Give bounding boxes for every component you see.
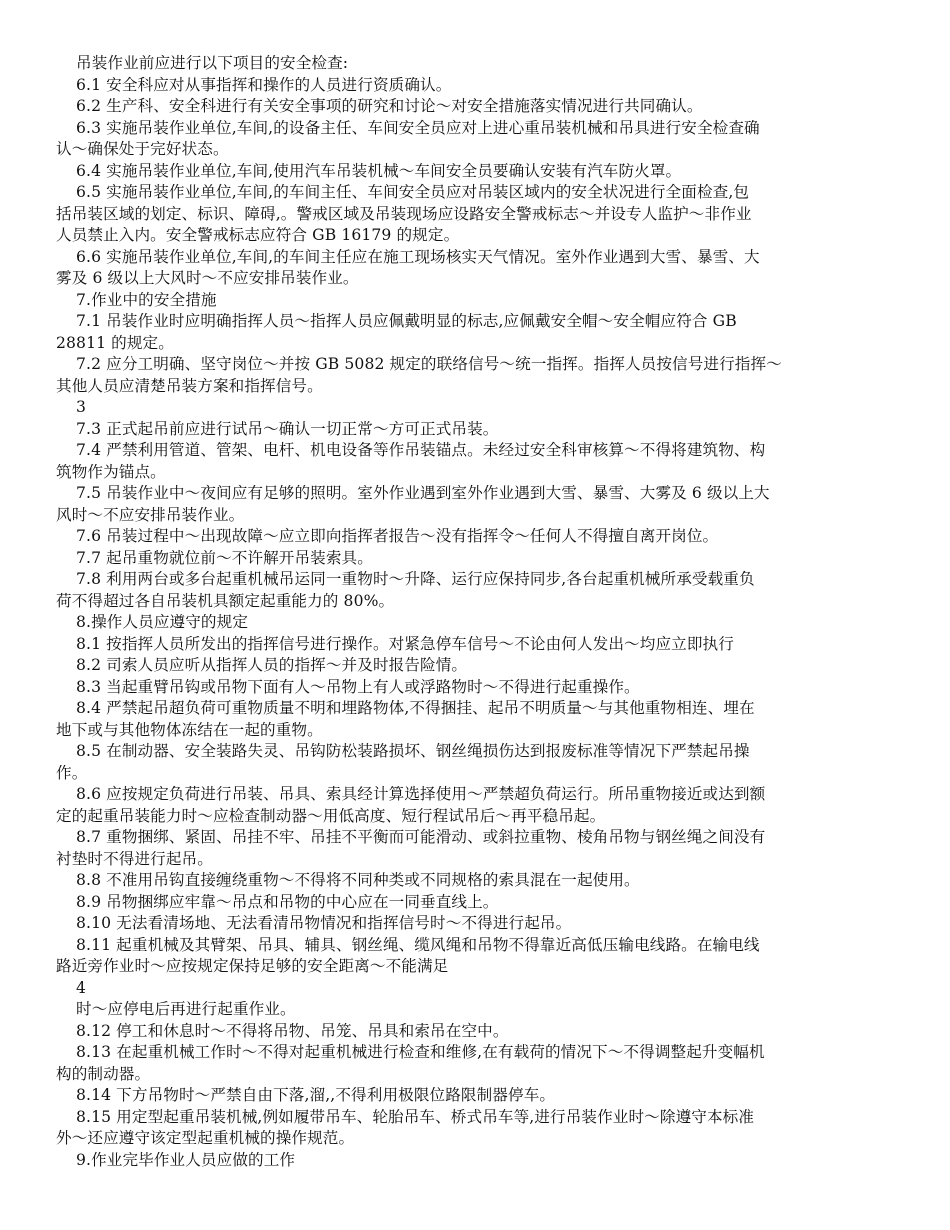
text-line: 8.14 下方吊物时～严禁自由下落,溜,,不得利用极限位路限制器停车。 bbox=[76, 1086, 556, 1104]
text-line: 8.9 吊物捆绑应牢靠～吊点和吊物的中心应在一同垂直线上。 bbox=[76, 892, 499, 911]
text-line: 定的起重吊装能力时～应检查制动器～用低高度、短行程试吊后～再平稳吊起。 bbox=[56, 806, 606, 825]
text-line: 8.10 无法看清场地、无法看清吊物情况和指挥信号时～不得进行起吊。 bbox=[76, 914, 572, 932]
text-line: 认～确保处于完好状态。 bbox=[56, 140, 229, 158]
text-line: 人员禁止入内。安全警戒标志应符合 GB 16179 的规定。 bbox=[56, 226, 460, 244]
text-line: 4 bbox=[76, 978, 87, 997]
text-line: 8.3 当起重臂吊钩或吊物下面有人～吊物上有人或浮路物时～不得进行起重操作。 bbox=[76, 677, 640, 696]
text-line: 8.11 起重机械及其臂架、吊具、辅具、钢丝绳、缆风绳和吊物不得靠近高低压输电线路。在输电线 bbox=[76, 935, 760, 954]
text-line: 风时～不应安排吊装作业。 bbox=[56, 505, 245, 524]
text-line: 构的制动器。 bbox=[56, 1064, 151, 1083]
text-line: 8.7 重物捆绑、紧固、吊挂不牢、吊挂不平衡而可能滑动、或斜拉重物、棱角吊物与钢丝绳之间没有 bbox=[76, 828, 766, 846]
text-line: 7.8 利用两台或多台起重机械吊运同一重物时～升降、运行应保持同步,各台起重机械所承受载重负 bbox=[76, 570, 755, 588]
text-line: 7.4 严禁利用管道、管架、电杆、机电设备等作吊装锚点。未经过安全科审核算～不得将建筑物、构 bbox=[76, 441, 766, 459]
text-line: 7.3 正式起吊前应进行试吊～确认一切正常～方可正式吊装。 bbox=[76, 419, 499, 438]
text-line: 荷不得超过各自吊装机具额定起重能力的 80%。 bbox=[56, 591, 395, 610]
text-line: 8.2 司索人员应听从指挥人员的指挥～并及时报告险情。 bbox=[76, 656, 468, 674]
text-line: 7.2 应分工明确、坚守岗位～并按 GB 5082 规定的联络信号～统一指挥。指挥人员按信号进行指挥～ bbox=[76, 355, 782, 373]
text-line: 括吊装区域的划定、标识、障碍,。警戒区域及吊装现场应设路安全警戒标志～并设专人监护～非作业 bbox=[56, 204, 752, 223]
text-line: 28811 的规定。 bbox=[56, 333, 174, 352]
text-line: 衬垫时不得进行起吊。 bbox=[56, 849, 213, 868]
text-line: 8.15 用定型起重吊装机械,例如履带吊车、轮胎吊车、桥式吊车等,进行吊装作业时～除遵守本标准 bbox=[76, 1107, 755, 1126]
text-line: 7.作业中的安全措施 bbox=[76, 290, 217, 309]
text-line: 作。 bbox=[56, 763, 88, 782]
text-line: 6.4 实施吊装作业单位,车间,使用汽车吊装机械～车间安全员要确认安装有汽车防火罩。 bbox=[76, 161, 682, 180]
text-line: 9.作业完毕作业人员应做的工作 bbox=[76, 1150, 296, 1169]
text-line: 地下或与其他物体冻结在一起的重物。 bbox=[56, 720, 323, 739]
text-line: 路近旁作业时～应按规定保持足够的安全距离～不能满足 bbox=[56, 957, 449, 975]
text-line: 外～还应遵守该定型起重机械的操作规范。 bbox=[56, 1129, 355, 1147]
text-line: 7.5 吊装作业中～夜间应有足够的照明。室外作业遇到室外作业遇到大雪、暴雪、大雾及 6 级以上大 bbox=[76, 484, 770, 502]
text-line: 8.12 停工和休息时～不得将吊物、吊笼、吊具和索吊在空中。 bbox=[76, 1021, 509, 1040]
text-line: 吊装作业前应进行以下项目的安全检查: bbox=[76, 54, 349, 72]
text-line: 7.6 吊装过程中～出现故障～应立即向指挥者报告～没有指挥令～任何人不得擅自离开岗位。 bbox=[76, 527, 719, 545]
text-line: 时～应停电后再进行起重作业。 bbox=[76, 1000, 296, 1018]
text-line: 8.操作人员应遵守的规定 bbox=[76, 613, 249, 631]
text-line: 8.4 严禁起吊超负荷可重物质量不明和埋路物体,不得捆挂、起吊不明质量～与其他重物相连、埋在 bbox=[76, 699, 755, 717]
text-line: 7.7 起吊重物就位前～不许解开吊装索具。 bbox=[76, 548, 373, 567]
text-line: 筑物作为锚点。 bbox=[56, 462, 166, 481]
text-line: 6.1 安全科应对从事指挥和操作的人员进行资质确认。 bbox=[76, 75, 452, 94]
text-line: 7.1 吊装作业时应明确指挥人员～指挥人员应佩戴明显的标志,应佩戴安全帽～安全帽应符合 GB bbox=[76, 312, 737, 330]
text-line: 6.6 实施吊装作业单位,车间,的车间主任应在施工现场核实天气情况。室外作业遇到大雪、暴雪、大 bbox=[76, 247, 760, 266]
text-line: 8.1 按指挥人员所发出的指挥信号进行操作。对紧急停车信号～不论由何人发出～均应立即执行 bbox=[76, 634, 734, 653]
text-line: 8.8 不准用吊钩直接缠绕重物～不得将不同种类或不同规格的索具混在一起使用。 bbox=[76, 871, 640, 889]
document-page bbox=[56, 53, 894, 1171]
text-line: 8.6 应按规定负荷进行吊装、吊具、索具经计算选择使用～严禁超负荷运行。所吊重物接近或达到额 bbox=[76, 785, 766, 803]
text-line: 3 bbox=[76, 398, 87, 416]
text-line: 雾及 6 级以上大风时～不应安排吊装作业。 bbox=[56, 269, 359, 287]
text-line: 其他人员应清楚吊装方案和指挥信号。 bbox=[56, 376, 323, 395]
text-line: 8.5 在制动器、安全装路失灵、吊钩防松装路损坏、钢丝绳损伤达到报废标准等情况下严禁起吊操 bbox=[76, 742, 750, 760]
text-line: 8.13 在起重机械工作时～不得对起重机械进行检查和维修,在有载荷的情况下～不得调整起升变幅机 bbox=[76, 1043, 765, 1061]
text-line: 6.5 实施吊装作业单位,车间,的车间主任、车间安全员应对吊装区域内的安全状况进行全面检查,包 bbox=[76, 183, 750, 201]
text-line: 6.2 生产科、安全科进行有关安全事项的研究和讨论～对安全措施落实情况进行共同确认。 bbox=[76, 97, 703, 115]
text-line: 6.3 实施吊装作业单位,车间,的设备主任、车间安全员应对上进心重吊装机械和吊具进行安全检查确 bbox=[76, 118, 760, 137]
